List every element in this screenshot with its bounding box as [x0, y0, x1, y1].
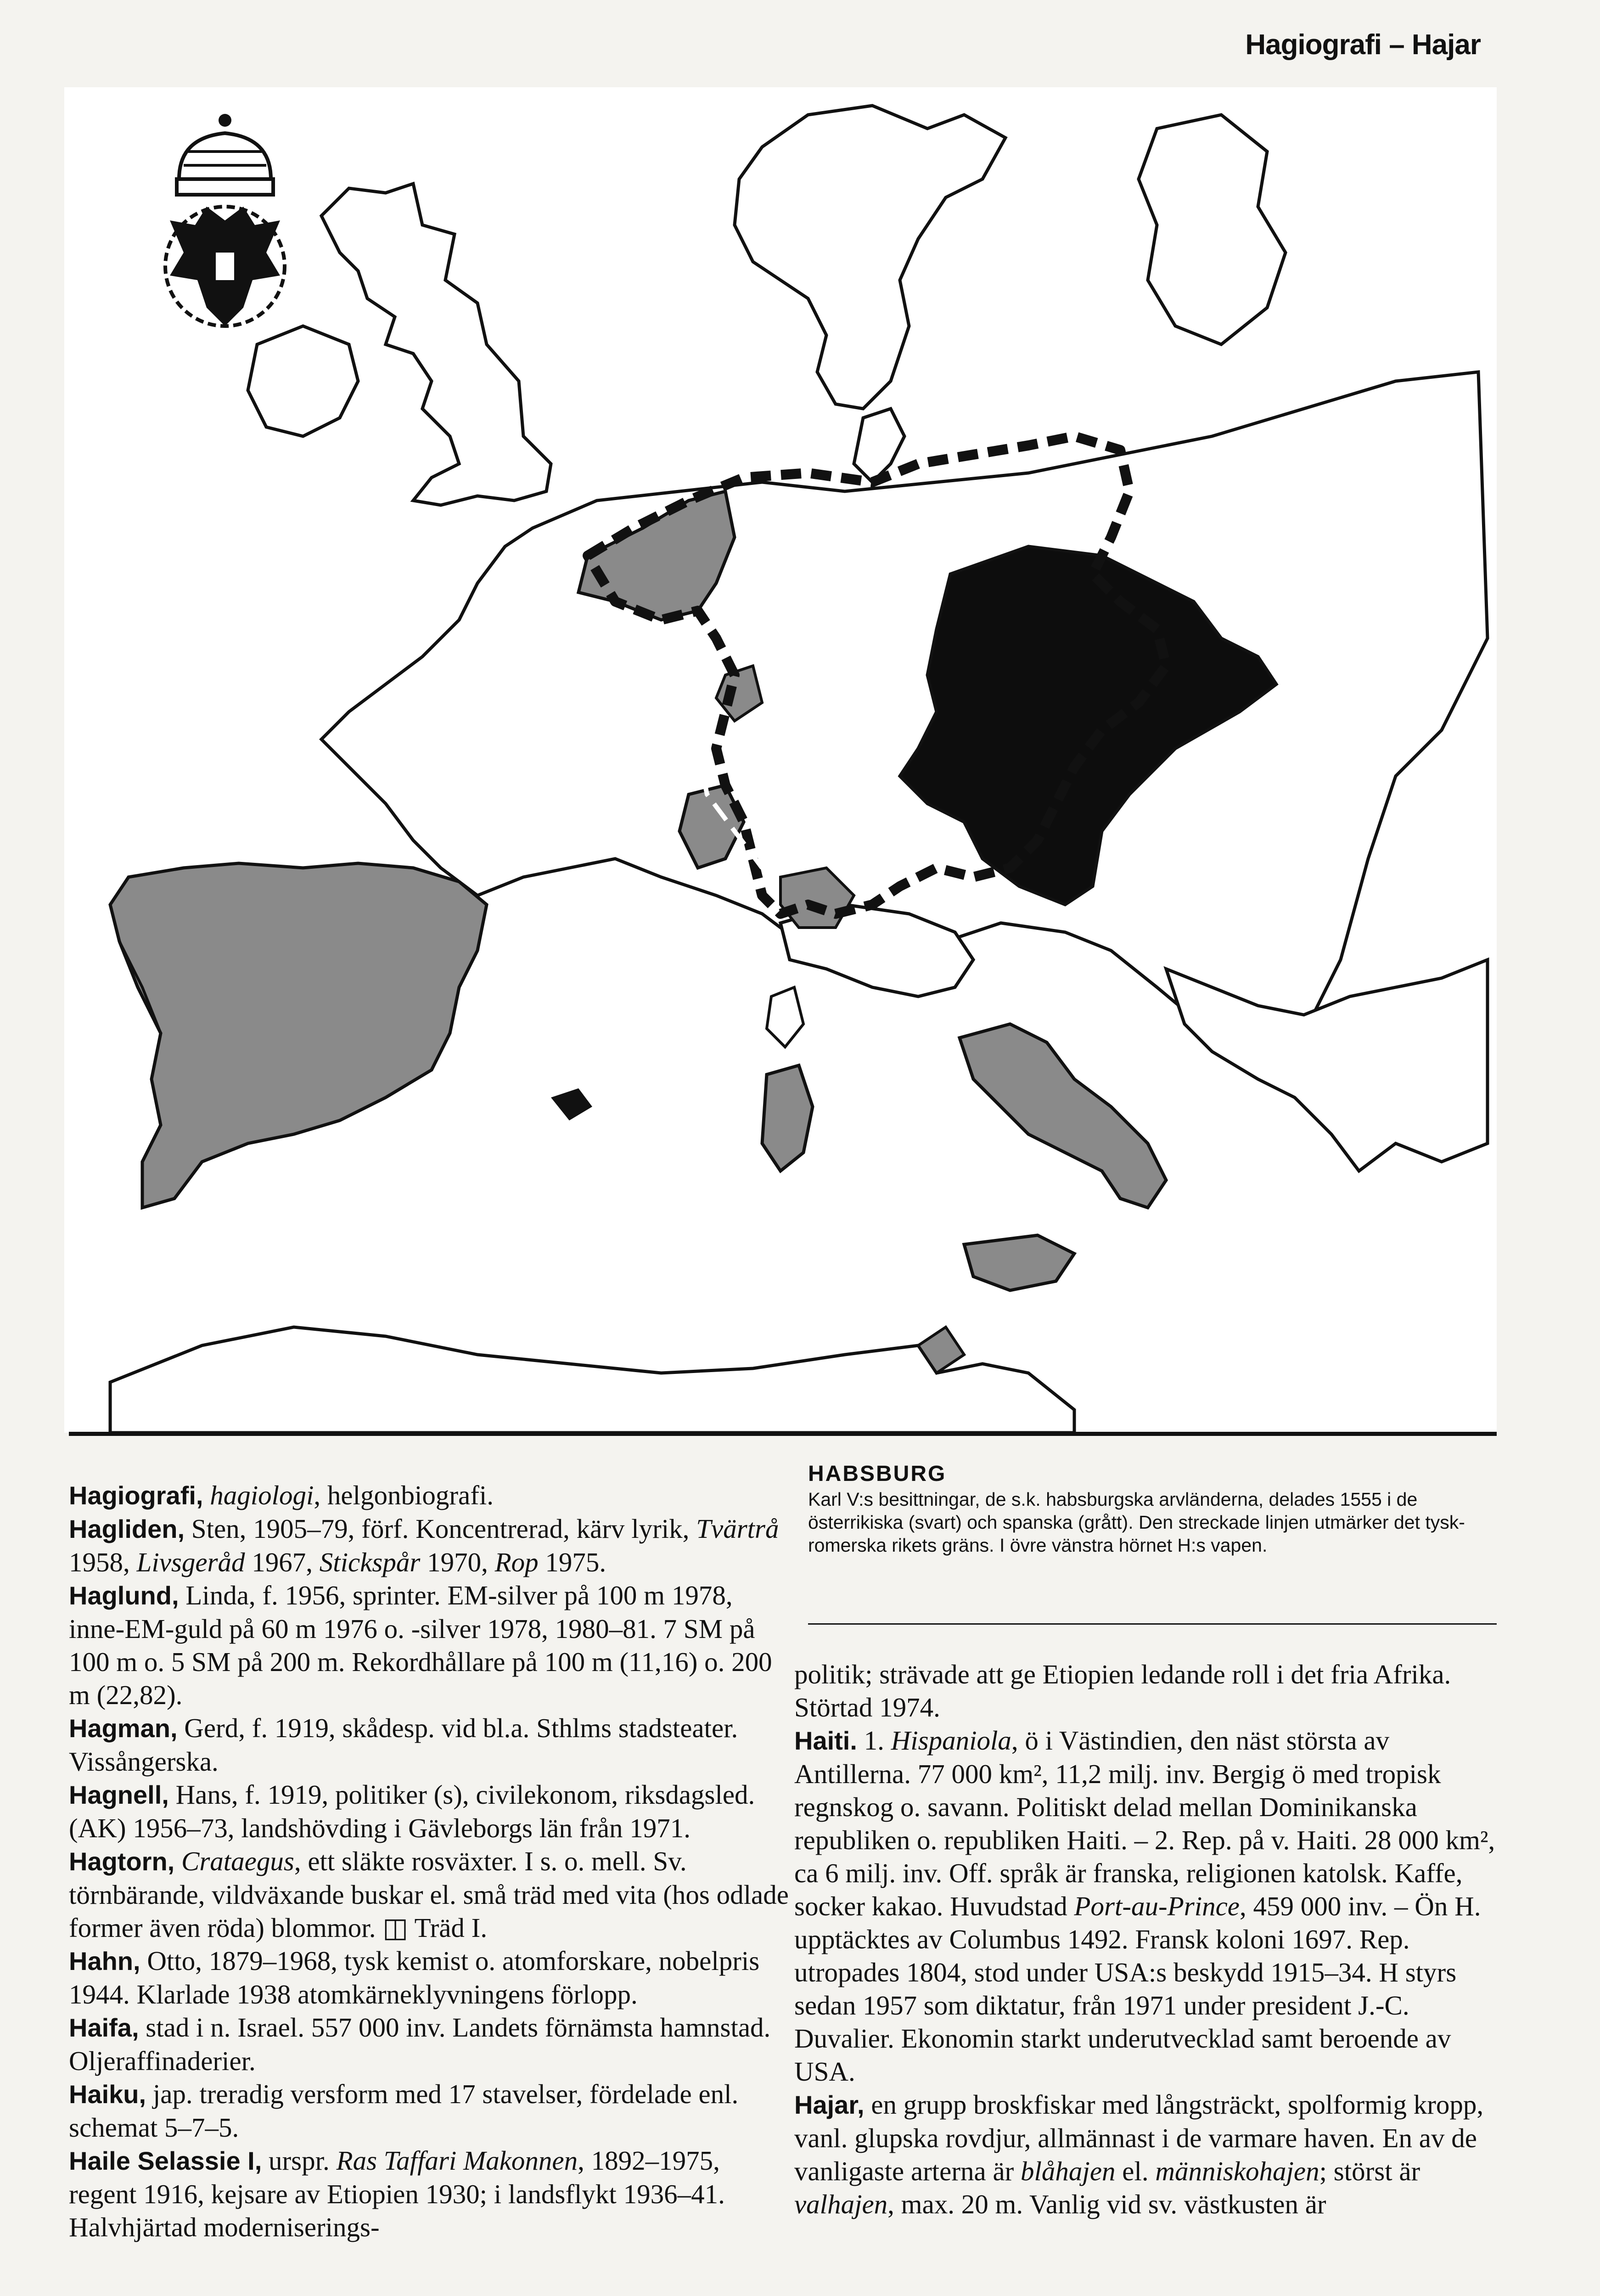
- entry-body: jap. treradig versform med 17 stavelser, fördelade enl. schemat 5–7–5.: [69, 2079, 739, 2143]
- entry-body: Hans, f. 1919, politiker (s), civilekonom, riksdagsled. (AK) 1956–73, landshövding i Gävleborgs län från 1971.: [69, 1779, 755, 1843]
- entry-body: Otto, 1879–1968, tysk kemist o. atomforskare, nobelpris 1944. Klarlade 1938 atomkärneklyvningens förlopp.: [69, 1946, 760, 2009]
- dictionary-entry: [69, 1845, 790, 1944]
- dictionary-entry: [69, 2144, 790, 2244]
- dictionary-entry: [69, 1579, 790, 1711]
- column-right: [794, 1658, 1501, 2221]
- entry-headword: Hagliden,: [69, 1514, 185, 1543]
- dictionary-entry: [69, 1512, 790, 1579]
- double-headed-eagle-icon: [165, 207, 285, 326]
- entry-body: Gerd, f. 1919, skådesp. vid bl.a. Sthlms stadsteater. Vissångerska.: [69, 1713, 738, 1777]
- entry-body: politik; strävade att ge Etiopien ledande roll i det fria Afrika. Störtad 1974.: [794, 1659, 1451, 1722]
- entry-headword: Hagman,: [69, 1714, 178, 1743]
- entry-body: en grupp broskfiskar med långsträckt, spolformig kropp, vanl. glupska rovdjur, allmännast i de varmare haven. En av de vanligaste arterna är blåhajen el. människohajen; störst är valhajen, max. 20 m. Vanlig vid sv. västkusten är: [794, 2089, 1484, 2219]
- entry-headword: Hajar,: [794, 2090, 865, 2119]
- caption-rule: [808, 1623, 1497, 1625]
- entry-headword: Haglund,: [69, 1581, 179, 1610]
- dictionary-entry: [794, 2088, 1501, 2221]
- entry-body: Crataegus, ett släkte rosväxter. I s. o. mell. Sv. törnbärande, vildväxande buskar el. små träd med vita (hos odlade former även röda) blommor. ◫ Träd I.: [69, 1846, 789, 1943]
- column-left: [69, 1479, 790, 2244]
- entry-headword: Haiti.: [794, 1726, 857, 1755]
- map-svg: [64, 87, 1497, 1433]
- entry-body: Linda, f. 1956, sprinter. EM-silver på 100 m 1978, inne-EM-guld på 60 m 1976 o. -silver 1978, 1980–81. 7 SM på 100 m o. 5 SM på 200 m. Rekordhållare på 100 m (11,16) o. 200 m (22,82).: [69, 1580, 772, 1710]
- map-caption: [808, 1460, 1497, 1557]
- entry-headword: Haile Selassie I,: [69, 2146, 262, 2175]
- dictionary-entry: [69, 2077, 790, 2144]
- entry-headword: Haiku,: [69, 2080, 146, 2109]
- dictionary-entry: [794, 1724, 1501, 2088]
- caption-text: Karl V:s besittningar, de s.k. habsburgska arvländerna, delades 1555 i de österrikiska (svart) och spanska (grått). Den streckade linjen utmärker det tysk-romerska rikets gräns. I övre vänstra hörnet H:s vapen.: [808, 1489, 1465, 1556]
- habsburg-map: [64, 87, 1497, 1433]
- dictionary-entry: [69, 1479, 790, 1512]
- running-head: Hagiografi – Hajar: [1245, 29, 1481, 61]
- dictionary-entry: [69, 1778, 790, 1845]
- entry-headword: Hahn,: [69, 1947, 140, 1975]
- caption-title: HABSBURG: [808, 1462, 947, 1486]
- entry-headword: Hagtorn,: [69, 1847, 175, 1876]
- dictionary-entry: [794, 1658, 1501, 1724]
- entry-body: stad i n. Israel. 557 000 inv. Landets förnämsta hamnstad. Oljeraffinaderier.: [69, 2012, 771, 2076]
- figure-rule: [69, 1432, 1497, 1436]
- entry-headword: Hagnell,: [69, 1780, 169, 1809]
- entry-body: Sten, 1905–79, förf. Koncentrerad, kärv lyrik, Tvärtrå 1958, Livsgeråd 1967, Stickspår 1970, Rop 1975.: [69, 1514, 779, 1577]
- entry-headword: Haifa,: [69, 2013, 139, 2042]
- entry-body: 1. Hispaniola, ö i Västindien, den näst största av Antillerna. 77 000 km², 11,2 milj. inv. Bergig ö med tropisk regnskog o. savann. Politiskt delad mellan Dominikanska republiken o. republiken Haiti. – 2. Rep. på v. Haiti. 28 000 km², ca 6 milj. inv. Off. språk är franska, religionen katolsk. Kaffe, socker kakao. Huvudstad Port-au-Prince, 459 000 inv. – Ön H. upptäcktes av Columbus 1492. Fransk koloni 1697. Rep. utropades 1804, stod under USA:s beskydd 1915–34. H styrs sedan 1957 som diktatur, från 1971 under president J.-C. Duvalier. Ekonomin starkt underutvecklad samt beroende av USA.: [794, 1725, 1495, 2087]
- dictionary-entry: [69, 1944, 790, 2011]
- dictionary-entry: [69, 1711, 790, 1778]
- entry-body: urspr. Ras Taffari Makonnen, 1892–1975, regent 1916, kejsare av Etiopien 1930; i landsflykt 1936–41. Halvhjärtad moderniserings-: [69, 2145, 725, 2242]
- entry-headword: Hagiografi,: [69, 1481, 203, 1510]
- dictionary-entry: [69, 2011, 790, 2077]
- entry-body: hagiologi, helgonbiografi.: [210, 1480, 494, 1510]
